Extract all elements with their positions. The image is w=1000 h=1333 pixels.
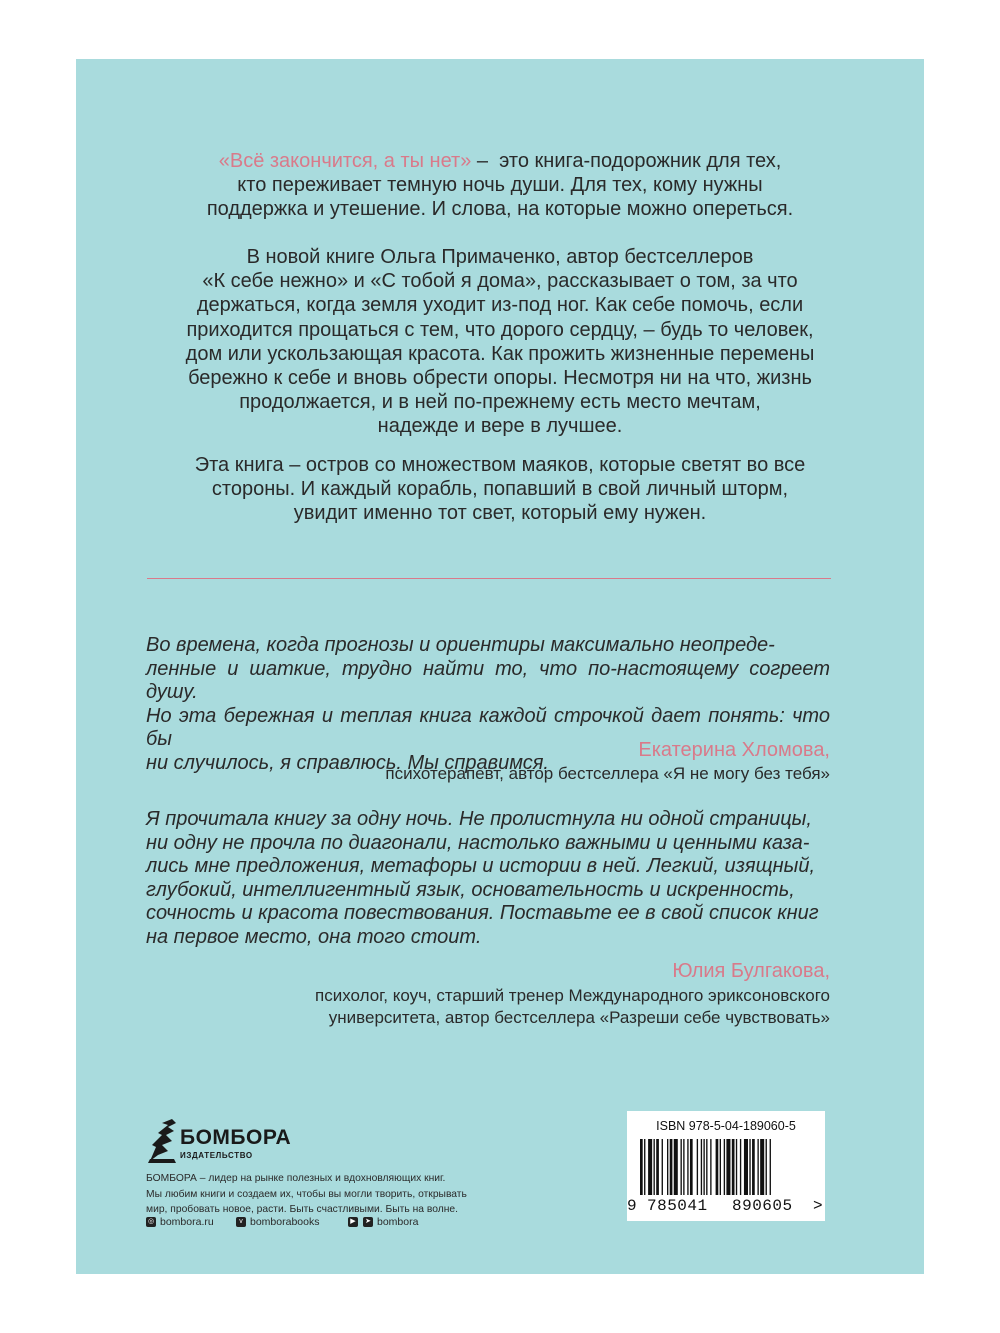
social-links[interactable]: ▶ ➤ bombora (348, 1216, 418, 1228)
review-2-credentials-line-1: психолог, коуч, старший тренер Международного эриксоновского (315, 986, 830, 1005)
barcode-bar (654, 1139, 655, 1195)
review-1-author: Екатерина Хломова, (638, 739, 830, 761)
quote-line: Но эта бережная и теплая книга каждой строчкой дает понять: что бы (146, 704, 830, 751)
barcode-bar (732, 1139, 735, 1195)
video-icon: ▶ (348, 1217, 358, 1227)
globe-icon: ◎ (147, 1218, 155, 1225)
barcode-bar (687, 1139, 688, 1195)
barcode-bar (757, 1139, 758, 1195)
review-1-credentials: психотерапевт, автор бестселлера «Я не могу без тебя» (385, 764, 830, 783)
intro-paragraph (76, 149, 924, 222)
quote-line: лись мне предложения, метафоры и истории в ней. Легкий, изящный, (146, 855, 816, 878)
telegram-icon: ➤ (363, 1217, 373, 1227)
barcode-bar (662, 1139, 663, 1195)
publisher-subtitle: ИЗДАТЕЛЬСТВО (180, 1151, 253, 1160)
barcode-bar (667, 1139, 668, 1195)
review-2-author: Юлия Булгакова, (672, 960, 830, 982)
barcode-bar (726, 1139, 730, 1195)
publisher-name: БОМБОРА (180, 1126, 292, 1149)
quote-line: на первое место, она того стоит. (146, 925, 482, 948)
text-line: приходится прощаться с тем, что дорого сердцу, – будь то человек, (186, 318, 814, 341)
review-2-credentials-line-2: университета, автор бестселлера «Разреши себе чувствовать» (328, 1008, 830, 1027)
intro-line-2: кто переживает темную ночь души. Для тех, кому нужны (237, 174, 763, 197)
barcode-bar (697, 1139, 698, 1195)
text-line: держаться, когда земля уходит из-под ног. Как себе помочь, если (196, 294, 804, 317)
barcode-bar (706, 1139, 707, 1195)
barcode-bar (681, 1139, 682, 1195)
barcode-bar (690, 1139, 693, 1195)
barcode-bar (716, 1139, 719, 1195)
barcode-bar (701, 1139, 702, 1195)
barcode-bar (710, 1139, 711, 1195)
barcode-bars (640, 1139, 812, 1199)
description-paragraph (76, 245, 924, 439)
text-line: БОМБОРА – лидер на рынке полезных и вдохновляющих книг. (146, 1173, 446, 1184)
book-title-quote: «Всё закончится, а ты нет» (218, 150, 472, 172)
intro-line-1: «Всё закончится, а ты нет» – это книга-подорожник для тех, (218, 150, 782, 172)
text-line: «К себе нежно» и «С тобой я дома», рассказывает о том, за что (202, 270, 798, 293)
quote-line: ни одну не прочла по диагонали, настолько важными и ценными каза- (146, 831, 810, 854)
intro-line-3: поддержка и утешение. И слова, на которые можно опереться. (206, 198, 794, 221)
barcode-bar (749, 1139, 750, 1195)
barcode-bar (766, 1139, 767, 1195)
quote-line: сочность и красота повествования. Поставьте ее в свой список книг (146, 902, 819, 925)
barcode-bar (760, 1139, 764, 1195)
publisher-description (146, 1171, 506, 1218)
text-line: дом или ускользающая красота. Как прожить жизненные перемены (185, 342, 815, 365)
barcode-bar (720, 1139, 721, 1195)
barcode-bar (770, 1139, 771, 1195)
barcode-bar (656, 1139, 659, 1195)
barcode-bar (683, 1139, 684, 1195)
quote-line: глубокий, интеллигентный язык, основательность и искренность, (146, 878, 795, 901)
quote-line: ни случилось, я справлюсь. Мы справимся. (146, 751, 549, 774)
barcode-bar (703, 1139, 704, 1195)
barcode-quiet-mark: > (813, 1197, 823, 1215)
barcode-bar (740, 1139, 741, 1195)
vk-link[interactable]: v bomborabooks (236, 1216, 319, 1228)
website-link[interactable]: ◎ bombora.ru (147, 1216, 214, 1228)
text-line: Эта книга – остров со множеством маяков, которые светят во все (194, 454, 806, 476)
text-line: надежде и вере в лучшее. (377, 415, 623, 438)
vk-icon: v (236, 1217, 246, 1227)
review-2-quote (146, 808, 830, 950)
barcode-bar (644, 1139, 645, 1195)
barcode-bar (736, 1139, 737, 1195)
closing-paragraph (76, 453, 924, 526)
barcode-bar (674, 1139, 678, 1195)
text-line: мир, пробовать новое, расти. Быть счастливыми. Быть на волне. (146, 1204, 459, 1215)
barcode-bar (752, 1139, 755, 1195)
barcode-bar (744, 1139, 748, 1195)
text-line: продолжается, и в ней по-прежнему есть место мечтам, (239, 391, 761, 414)
text-line: увидит именно тот свет, который ему нужен. (293, 502, 707, 525)
barcode-digit-lead: 9 (627, 1197, 637, 1215)
quote-line: Во времена, когда прогнозы и ориентиры максимально неопреде- (146, 634, 775, 656)
text-line: бережно к себе и вновь обрести опоры. Несмотря ни на что, жизнь (188, 367, 812, 390)
barcode-digits-right: 890605 (732, 1197, 793, 1215)
text-line: В новой книге Ольга Примаченко, автор бестселлеров (246, 246, 754, 268)
divider-line (147, 578, 831, 579)
isbn-barcode (627, 1111, 825, 1221)
isbn-number: ISBN 978-5-04-189060-5 (656, 1119, 796, 1133)
quote-line: Я прочитала книгу за одну ночь. Не пролистнула ни одной страницы, (146, 808, 812, 830)
barcode-bar (648, 1139, 652, 1195)
barcode-bar (640, 1139, 643, 1195)
barcode-digits-left: 785041 (647, 1197, 708, 1215)
text-line: стороны. И каждый корабль, попавший в свой личный шторм, (211, 478, 789, 501)
barcode-bar (724, 1139, 725, 1195)
text-line: Мы любим книги и создаем их, чтобы вы могли творить, открывать (146, 1188, 467, 1200)
barcode-bar (670, 1139, 673, 1195)
quote-line: ленные и шаткие, трудно найти то, что по-настоящему согреет душу. (146, 657, 830, 704)
